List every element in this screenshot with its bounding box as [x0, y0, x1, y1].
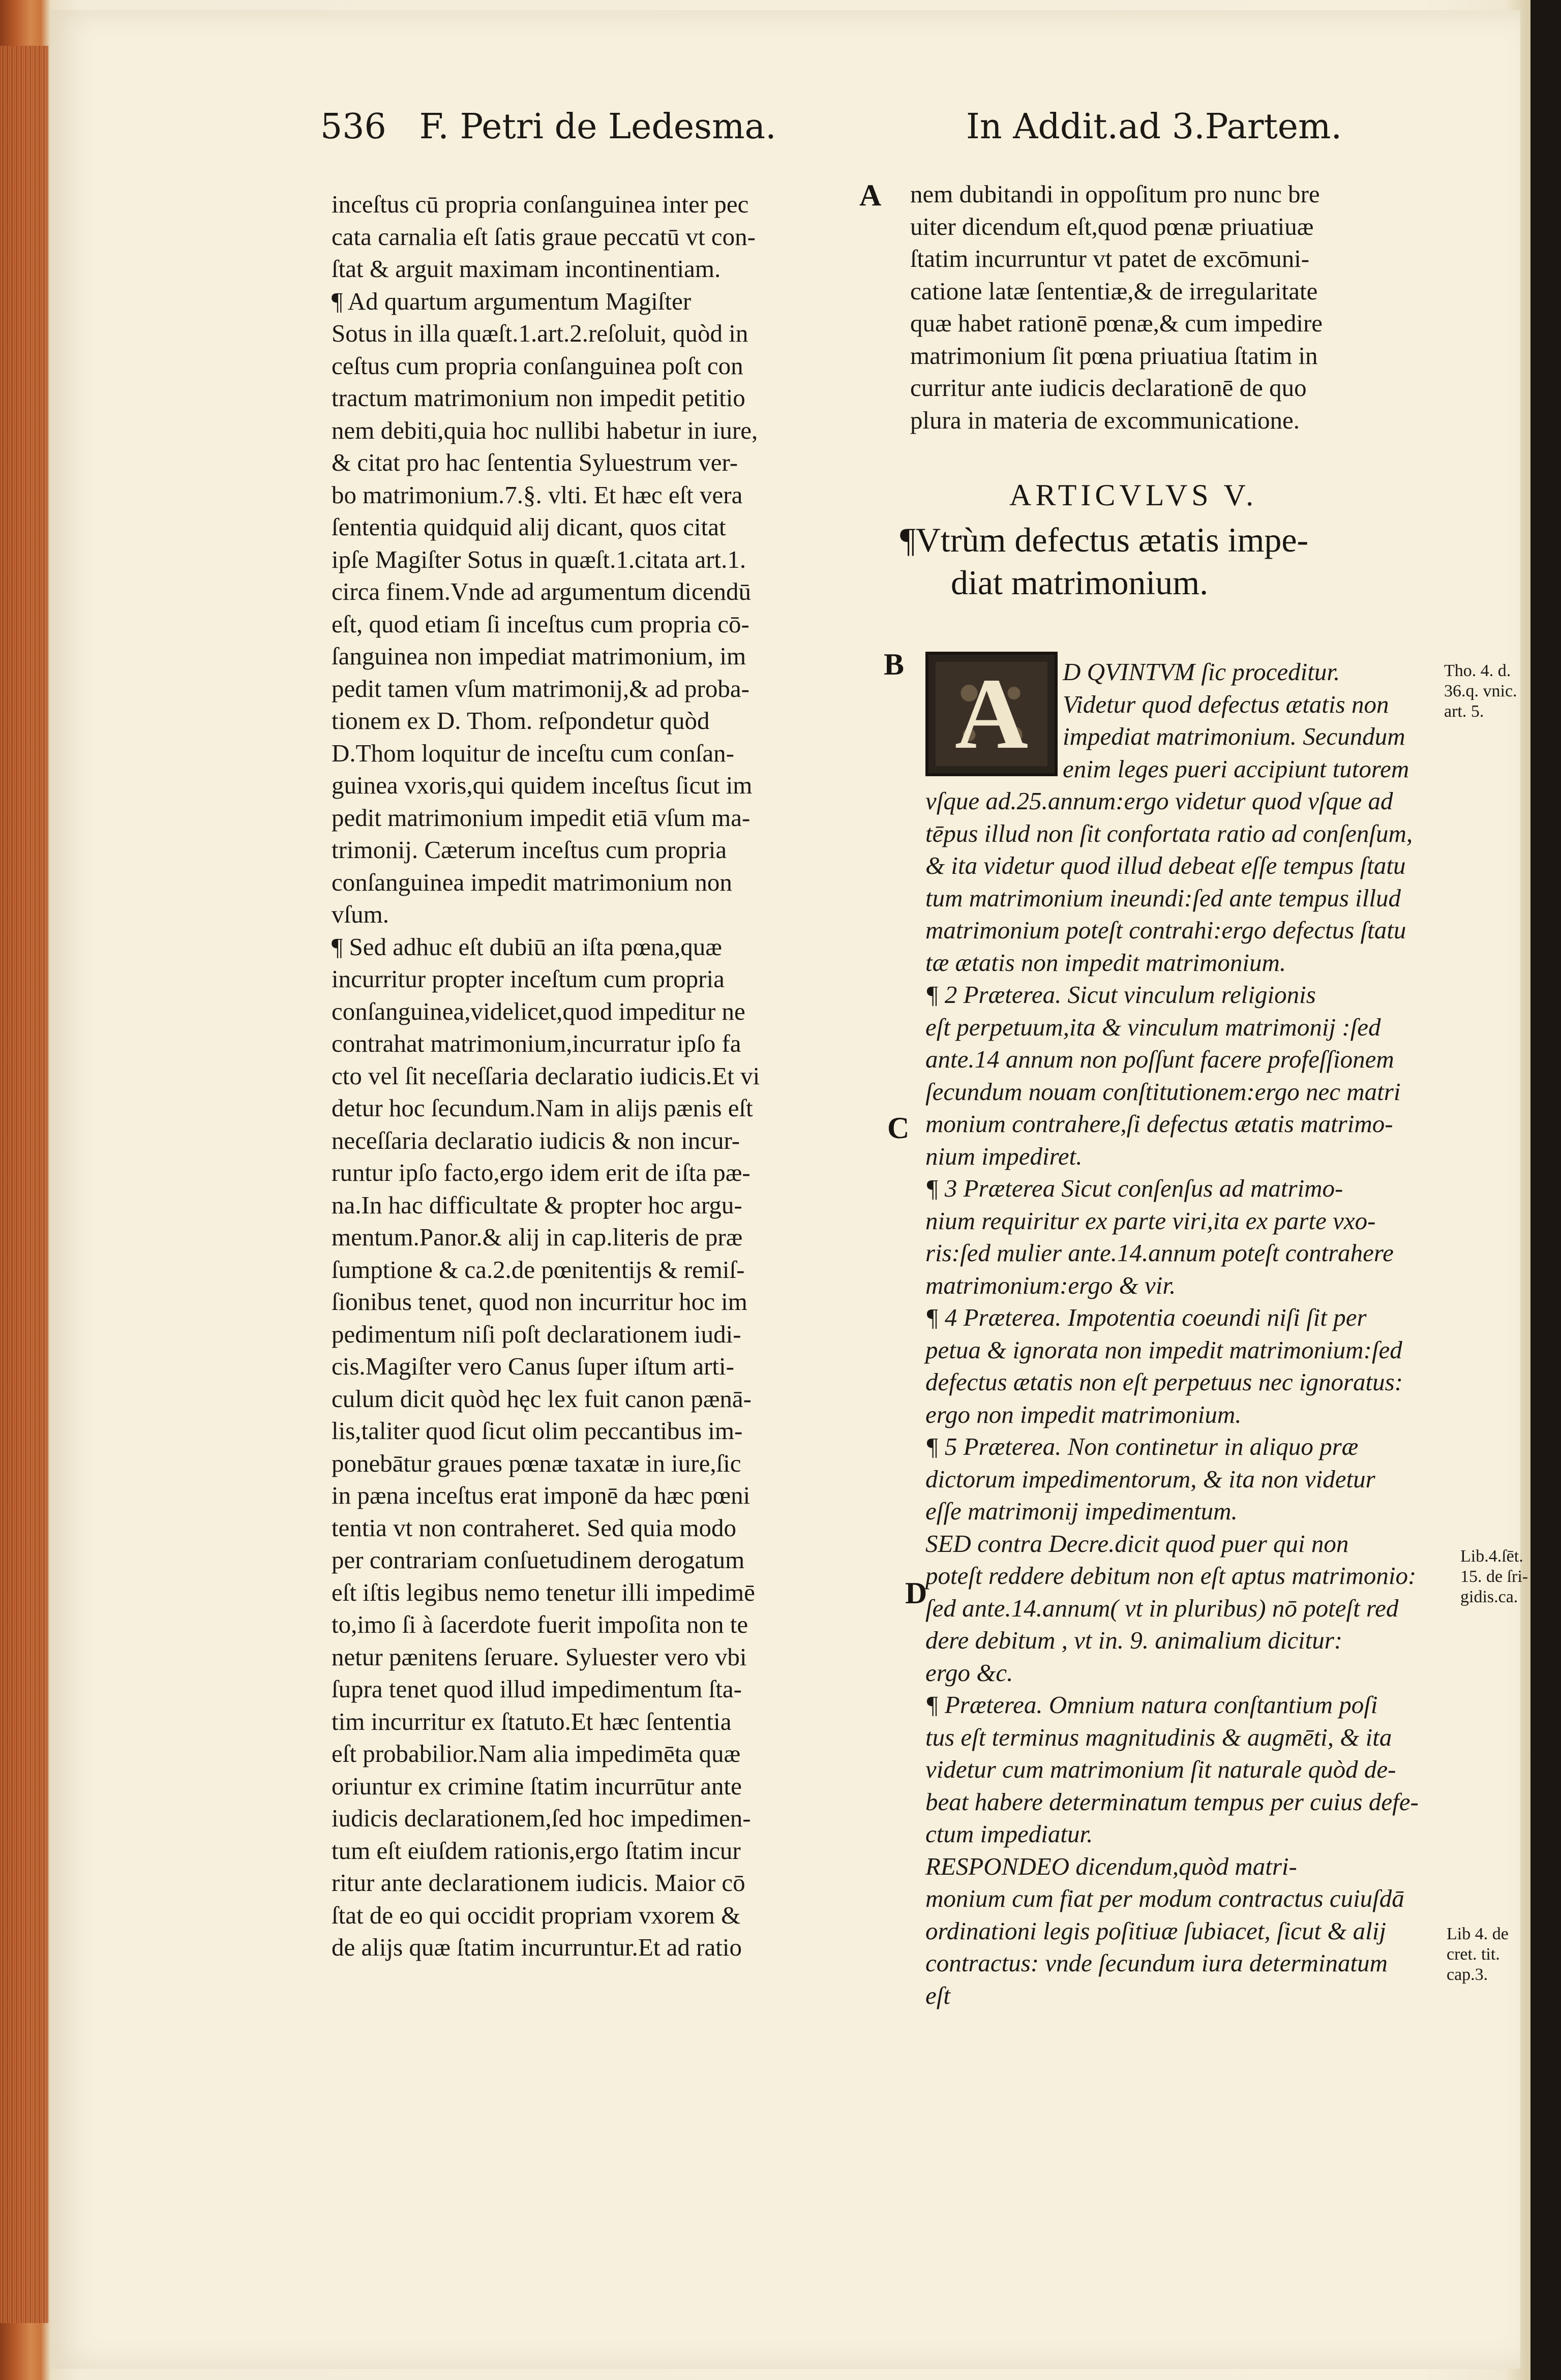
- text-line: de alijs quæ ſtatim incurruntur.Et ad ratio: [332, 1933, 742, 1961]
- text-line: ſupra tenet quod illud impedimentum ſta-: [332, 1675, 742, 1703]
- text-line: guinea vxoris,qui quidem inceſtus ſicut im: [332, 771, 753, 799]
- text-line: vſque ad.25.annum:ergo videtur quod vſque ad: [925, 787, 1393, 815]
- text-line: enim leges pueri accipiunt tutorem: [1063, 754, 1409, 783]
- text-line: ris:ſed mulier ante.14.annum poteſt contrahere: [925, 1239, 1394, 1267]
- text-line: ergo non impedit matrimonium.: [925, 1400, 1242, 1428]
- text-line: D QVINTVM ſic proceditur.: [1063, 658, 1340, 686]
- margin-note-line: art. 5.: [1444, 702, 1484, 721]
- text-line: SED contra Decre.dicit quod puer qui non: [925, 1529, 1349, 1558]
- margin-note-line: cret. tit.: [1447, 1945, 1500, 1964]
- text-line: curritur ante iudicis declarationē de quo: [910, 374, 1307, 402]
- text-line: ¶ 4 Præterea. Impotentia coeundi niſi ſit per: [925, 1303, 1367, 1331]
- margin-note-line: Tho. 4. d.: [1444, 661, 1511, 680]
- text-line: eſt, quod etiam ſi inceſtus cum propria cō-: [332, 609, 749, 638]
- margin-note-line: gidis.ca.: [1460, 1588, 1518, 1606]
- text-line: ſumptione & ca.2.de pœnitentijs & remiſ-: [332, 1255, 745, 1284]
- text-line: ¶ Præterea. Omnium natura conſtantium poſi: [925, 1691, 1378, 1719]
- text-line: cto vel ſit neceſſaria declaratio iudicis.Et vi: [332, 1061, 760, 1090]
- text-line: pedit matrimonium impedit etiā vſum ma-: [332, 803, 751, 832]
- section-marker-d: D: [905, 1576, 927, 1610]
- text-line: ipſe Magiſter Sotus in quæſt.1.citata art.1.: [332, 545, 746, 573]
- article-title-line-1: ¶Vtrùm defectus ætatis impe-: [900, 521, 1309, 559]
- text-line: impediat matrimonium. Secundum: [1063, 722, 1405, 750]
- text-line: uiter dicendum eſt,quod pœnæ priuatiuæ: [910, 212, 1314, 240]
- margin-note-1: [1444, 661, 1517, 722]
- right-column-body: [925, 656, 1454, 2011]
- article-title-line-2: diat matrimonium.: [951, 563, 1209, 602]
- text-line: lis,taliter quod ſicut olim peccantibus im-: [332, 1417, 743, 1445]
- text-line: pedimentum niſi poſt declarationem iudi-: [332, 1320, 741, 1348]
- text-line: & ita videtur quod illud debeat eſſe tempus ſtatu: [925, 851, 1406, 879]
- text-line: & citat pro hac ſententia Syluestrum ver-: [332, 448, 738, 476]
- text-line: nem dubitandi in oppoſitum pro nunc bre: [910, 180, 1320, 208]
- text-line: incurritur propter inceſtum cum propria: [332, 965, 725, 993]
- text-line: eſt: [925, 1981, 950, 2009]
- text-line: ſententia quidquid alij dicant, quos citat: [332, 513, 726, 541]
- page-header-right: [966, 107, 1342, 147]
- text-line: dictorum impedimentorum, & ita non videtur: [925, 1464, 1375, 1493]
- initial-letter: A: [954, 658, 1029, 770]
- section-marker-c: C: [887, 1111, 910, 1145]
- article-number: ARTICVLVS V.: [1009, 478, 1258, 512]
- text-line: ¶ 2 Præterea. Sicut vinculum religionis: [925, 981, 1316, 1009]
- text-line: inceſtus cū propria conſanguinea inter pec: [332, 190, 749, 218]
- text-line: catione latæ ſententiæ,& de irregularitate: [910, 277, 1318, 305]
- margin-note-line: 36.q. vnic.: [1444, 682, 1517, 700]
- running-title-left: F. Petri de Ledesma.: [419, 107, 776, 147]
- page-number: 536: [320, 107, 386, 147]
- text-line: tæ ætatis non impedit matrimonium.: [925, 948, 1286, 977]
- text-line: Videtur quod defectus ætatis non: [1063, 690, 1389, 718]
- text-line: nium impediret.: [925, 1142, 1083, 1170]
- text-line: RESPONDEO dicendum,quòd matri-: [925, 1852, 1297, 1880]
- text-line: tentia vt non contraheret. Sed quia modo: [332, 1513, 737, 1542]
- text-line: ritur ante declarationem iudicis. Maior cō: [332, 1869, 745, 1897]
- text-line: ſtatim incurruntur vt patet de excōmuni-: [910, 245, 1310, 272]
- text-line: poteſt reddere debitum non eſt aptus matrimonio:: [925, 1562, 1417, 1590]
- text-line: nium requiritur ex parte viri,ita ex parte vxo-: [925, 1206, 1376, 1235]
- running-title-right: In Addit.ad 3.Partem.: [966, 107, 1342, 147]
- text-line: eſt perpetuum,ita & vinculum matrimonij :ſed: [925, 1013, 1381, 1041]
- text-line: circa finem.Vnde ad argumentum dicendū: [332, 577, 751, 605]
- text-line: ante.14 annum non poſſunt facere profeſſionem: [925, 1045, 1394, 1073]
- text-line: iudicis declarationem,ſed hoc impedimen-: [332, 1804, 751, 1832]
- page-header-left: [320, 107, 776, 147]
- margin-note-line: Lib 4. de: [1447, 1925, 1509, 1943]
- text-line: to,imo ſi à ſacerdote fuerit impoſita non te: [332, 1610, 748, 1638]
- text-line: tim incurritur ex ſtatuto.Et hæc ſententia: [332, 1707, 732, 1735]
- text-line: oriuntur ex crimine ſtatim incurrūtur ante: [332, 1772, 742, 1800]
- text-line: trimonij. Cæterum inceſtus cum propria: [332, 836, 727, 864]
- text-line: pedit tamen vſum matrimonij,& ad proba-: [332, 674, 749, 703]
- text-line: netur pænitens ſeruare. Syluester vero vbi: [332, 1642, 747, 1671]
- right-column-top: [910, 178, 1459, 436]
- text-line: ctum impediatur.: [925, 1820, 1093, 1848]
- text-line: tractum matrimonium non impedit petitio: [332, 384, 745, 412]
- text-line: petua & ignorata non impedit matrimonium:ſed: [925, 1335, 1402, 1364]
- text-line: monium cum fiat per modum contractus cuiuſdā: [925, 1884, 1404, 1912]
- text-line: bo matrimonium.7.§. vlti. Et hæc eſt vera: [332, 480, 743, 509]
- text-line: ſtat de eo qui occidit propriam vxorem &: [332, 1901, 741, 1929]
- text-line: in pæna inceſtus erat imponē da hæc pœni: [332, 1481, 751, 1509]
- text-line: conſanguinea,videlicet,quod impeditur ne: [332, 997, 745, 1025]
- text-line: eſt iſtis legibus nemo tenetur illi impedimē: [332, 1578, 755, 1606]
- text-line: contrahat matrimonium,incurratur ipſo fa: [332, 1029, 741, 1057]
- text-line: nem debiti,quia hoc nullibi habetur in iure,: [332, 416, 758, 444]
- text-line: matrimonium ſit pœna priuatiua ſtatim in: [910, 341, 1318, 370]
- text-line: beat habere determinatum tempus per cuius defe-: [925, 1787, 1419, 1816]
- section-marker-a: A: [859, 178, 882, 212]
- text-line: ¶ Sed adhuc eſt dubiū an iſta pœna,quæ: [332, 932, 722, 961]
- text-line: cis.Magiſter vero Canus ſuper iſtum arti-: [332, 1352, 734, 1380]
- text-line: na.In hac difficultate & propter hoc argu-: [332, 1191, 742, 1219]
- text-line: tēpus illud non ſit confortata ratio ad conſenſum,: [925, 819, 1413, 847]
- section-marker-b: B: [884, 648, 905, 681]
- text-line: defectus ætatis non eſt perpetuus nec ignoratus:: [925, 1368, 1403, 1396]
- margin-note-3: [1447, 1924, 1509, 1985]
- text-line: eſſe matrimonij impedimentum.: [925, 1497, 1238, 1525]
- text-line: mentum.Panor.& alij in cap.literis de præ: [332, 1223, 743, 1251]
- text-line: matrimonium:ergo & vir.: [925, 1271, 1176, 1299]
- margin-note-line: 15. de ſri-: [1460, 1567, 1528, 1586]
- text-line: ordinationi legis poſitiuæ ſubiacet, ſicut & alij: [925, 1916, 1387, 1945]
- left-column: [332, 188, 870, 1964]
- text-line: videtur cum matrimonium ſit naturale quòd de-: [925, 1755, 1396, 1783]
- text-line: plura in materia de excommunicatione.: [910, 406, 1300, 434]
- text-line: per contrariam conſuetudinem derogatum: [332, 1546, 745, 1574]
- margin-note-line: cap.3.: [1447, 1965, 1488, 1984]
- text-line: ſanguinea non impediat matrimonium, im: [332, 642, 746, 670]
- text-line: ſed ante.14.annum( vt in pluribus) nō poteſt red: [925, 1594, 1399, 1622]
- text-line: cata carnalia eſt ſatis graue peccatū vt con-: [332, 222, 756, 251]
- text-line: ergo &c.: [925, 1658, 1013, 1687]
- text-line: tum eſt eiuſdem rationis,ergo ſtatim incur: [332, 1836, 741, 1865]
- text-line: ſionibus tenet, quod non incurritur hoc im: [332, 1288, 747, 1316]
- article-title: [900, 518, 1308, 604]
- text-line: detur hoc ſecundum.Nam in alijs pænis eſt: [332, 1094, 753, 1122]
- text-line: ¶ 3 Præterea Sicut conſenſus ad matrimo-: [925, 1174, 1343, 1202]
- text-line: neceſſaria declaratio iudicis & non incur-: [332, 1126, 740, 1154]
- margin-note-2: [1460, 1546, 1528, 1607]
- text-line: runtur ipſo facto,ergo idem erit de iſta pæ-: [332, 1158, 751, 1186]
- text-line: vſum.: [332, 900, 389, 928]
- text-line: D.Thom loquitur de inceſtu cum conſan-: [332, 739, 734, 767]
- text-line: ſtat & arguit maximam incontinentiam.: [332, 255, 721, 283]
- page-edge: [0, 46, 48, 2323]
- text-line: ¶ Ad quartum argumentum Magiſter: [332, 287, 692, 315]
- text-line: ¶ 5 Præterea. Non continetur in aliquo præ: [925, 1432, 1359, 1460]
- text-line: eſt probabilior.Nam alia impedimēta quæ: [332, 1740, 741, 1767]
- text-line: tus eſt terminus magnitudinis & augmēti, & ita: [925, 1723, 1392, 1751]
- text-line: tum matrimonium ineundi:ſed ante tempus illud: [925, 883, 1401, 912]
- margin-note-line: Lib.4.ſēt.: [1460, 1547, 1523, 1566]
- text-line: quæ habet rationē pœnæ,& cum impedire: [910, 309, 1323, 337]
- text-line: ceſtus cum propria conſanguinea poſt con: [332, 351, 743, 380]
- text-line: matrimonium poteſt contrahi:ergo defectus ſtatu: [925, 916, 1406, 944]
- text-line: ſecundum nouam conſtitutionem:ergo nec matri: [925, 1077, 1401, 1106]
- text-line: culum dicit quòd hęc lex fuit canon pænā-: [332, 1384, 752, 1413]
- text-line: Sotus in illa quæſt.1.art.2.reſoluit, quòd in: [332, 319, 748, 347]
- text-line: dere debitum , vt in. 9. animalium dicitur:: [925, 1626, 1343, 1654]
- text-line: monium contrahere,ſi defectus ætatis matrimo-: [925, 1110, 1393, 1138]
- text-line: tionem ex D. Thom. reſpondetur quòd: [332, 707, 710, 735]
- text-line: ponebātur graues pœnæ taxatæ in iure,ſic: [332, 1449, 741, 1477]
- text-line: contractus: vnde ſecundum iura determinatum: [925, 1949, 1388, 1977]
- text-line: conſanguinea impedit matrimonium non: [332, 868, 732, 896]
